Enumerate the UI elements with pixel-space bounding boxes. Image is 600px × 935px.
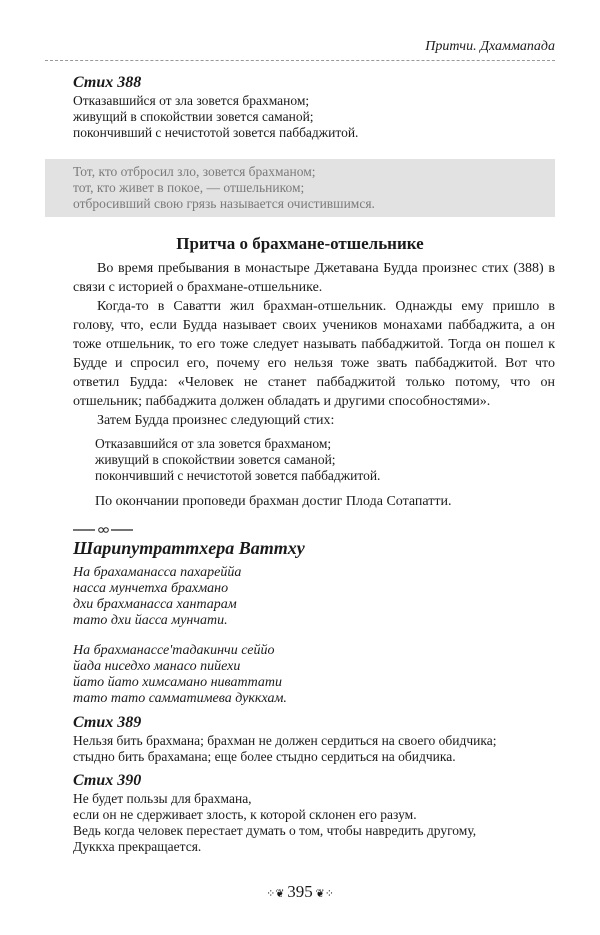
pali-stanza bbox=[73, 643, 555, 707]
boxed-verse-line: Тот, кто отбросил зло, зовется брахманом; bbox=[73, 164, 316, 179]
pali-line: На брахаманасса пахареййа bbox=[73, 565, 242, 580]
verse-390-label: Стих 390 bbox=[73, 772, 142, 789]
pali-line: тато дхи йасса мунчати. bbox=[73, 613, 228, 628]
page-number: 395 bbox=[287, 882, 313, 901]
verse-388-line: живущий в спокойствии зовется саманой; bbox=[73, 109, 314, 124]
pali-line: насса мунчетха брахмано bbox=[73, 581, 229, 596]
running-header: Притчи. Дхаммапада bbox=[425, 39, 555, 54]
paragraph: Во время пребывания в монастыре Джетавана Будда произнес стих (388) в связи с историей о брахмане-отшельнике. bbox=[73, 261, 555, 295]
parable-title: Притча о брахмане-отшельнике bbox=[176, 234, 424, 253]
section-title: Шарипутраттхера Ваттху bbox=[73, 538, 305, 558]
quoted-verse-line: покончивший с нечистотой зовется паббаджитой. bbox=[95, 468, 381, 483]
verse-390-line: если он не сдерживает злость, к которой склонен его разум. bbox=[73, 807, 417, 822]
verse-388-line: покончивший с нечистотой зовется паббаджитой. bbox=[73, 125, 359, 140]
pali-line: тато тато самматимева дуккхам. bbox=[73, 691, 287, 706]
parable-body bbox=[73, 259, 555, 430]
boxed-verse bbox=[45, 159, 555, 217]
verse-389-line: стыдно бить брахамана; еще более стыдно сердиться на обидчика. bbox=[73, 749, 456, 764]
verse-388-line: Отказавшийся от зла зовется брахманом; bbox=[73, 93, 310, 108]
boxed-verse-line: отбросивший свою грязь называется очистившимся. bbox=[73, 196, 375, 211]
paragraph: Когда-то в Саватти жил брахман-отшельник. Однажды ему пришло в голову, что, если Будда называет своих учеников монахами паббаджита, а он тоже отшельник, то его тоже следует называть паббаджитой. Тогда он пошел к Будде и спросил его, почему его нельзя тоже звать паббаджитой. Вот что ответил Будда: «Человек не станет паббаджитой только потому, что он отшельник; паббаджита должен обладать и другими способностями». bbox=[73, 299, 555, 409]
pali-line: йада ниседхо манасо пийехи bbox=[73, 659, 241, 674]
ornament-right-icon: ❦⁘ bbox=[312, 888, 334, 900]
verse-388 bbox=[73, 73, 555, 141]
verse-388-label: Стих 388 bbox=[73, 74, 142, 91]
pali-line: йато йато химсамано ниваттати bbox=[73, 675, 283, 690]
pali-line: На брахманассе'тадакинчи сеййо bbox=[73, 643, 275, 658]
paragraph: Затем Будда произнес следующий стих: bbox=[97, 413, 335, 428]
verse-389-label: Стих 389 bbox=[73, 714, 142, 731]
verse-389-line: Нельзя бить брахмана; брахман не должен сердиться на своего обидчика; bbox=[73, 733, 497, 748]
quoted-verse-line: живущий в спокойствии зовется саманой; bbox=[95, 452, 336, 467]
ornament-divider-icon bbox=[73, 527, 133, 533]
verse-390-line: Дуккха прекращается. bbox=[73, 839, 202, 854]
header-rule bbox=[45, 60, 555, 61]
verse-390-line: Ведь когда человек перестает думать о том, чтобы навредить другому, bbox=[73, 823, 477, 838]
ornament-left-icon: ⁘❦ bbox=[266, 888, 288, 900]
verse-390-line: Не будет пользы для брахмана, bbox=[73, 791, 252, 806]
pali-stanza bbox=[73, 565, 555, 629]
boxed-verse-line: тот, кто живет в покое, — отшельником; bbox=[73, 180, 305, 195]
page-footer bbox=[0, 881, 600, 935]
parable-conclusion: По окончании проповеди брахман достиг Плода Сотапатти. bbox=[95, 494, 452, 509]
quoted-verse bbox=[95, 436, 555, 484]
parable-section bbox=[73, 259, 555, 855]
pali-line: дхи брахманасса хантарам bbox=[73, 597, 237, 612]
quoted-verse-line: Отказавшийся от зла зовется брахманом; bbox=[95, 436, 332, 451]
